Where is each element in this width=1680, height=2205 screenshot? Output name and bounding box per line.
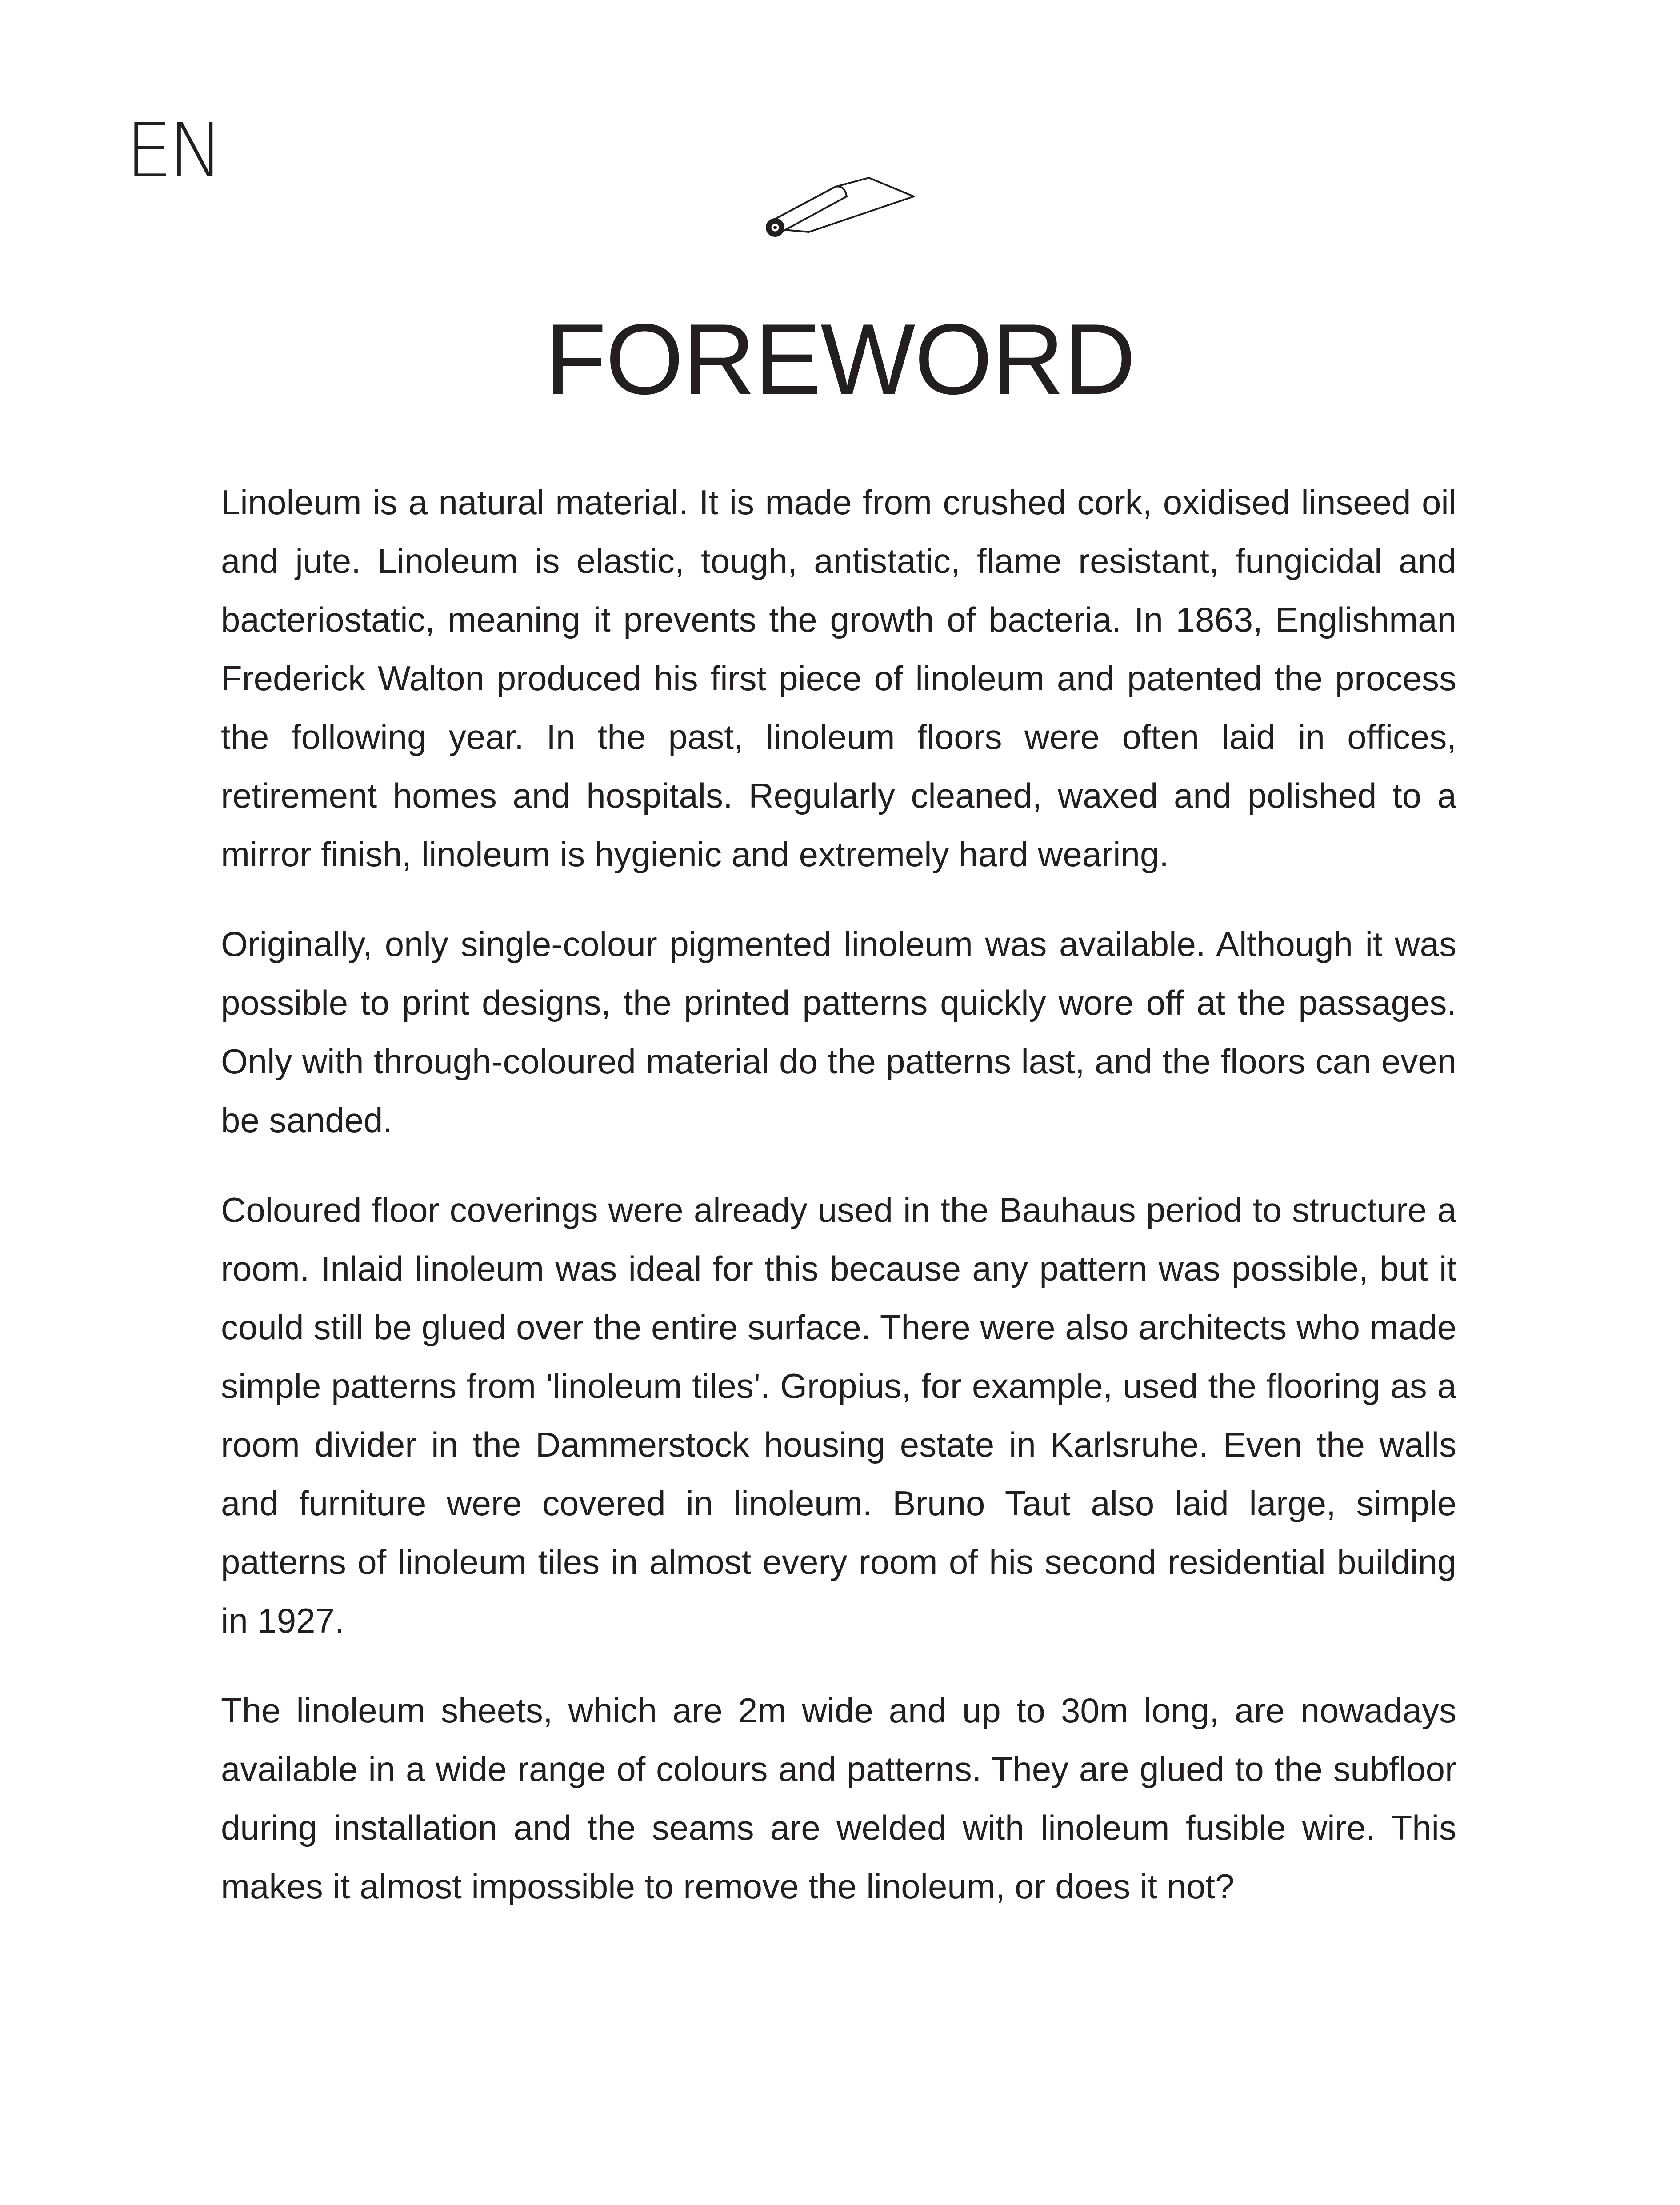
paragraph-4: The linoleum sheets, which are 2m wide and up to 30m long, are nowadays available in a wide range of colours and patterns. They are glued to the subfloor during installation and the seams are welded with linoleum fusible wire. This makes it almost impossible to remove the linoleum, or does it not? [221,1691,1456,1906]
paragraph-1: Linoleum is a natural material. It is made from crushed cork, oxidised linseed oil and jute. Linoleum is elastic, tough, antistatic, flame resistant, fungicidal and bacteriostatic, meaning it prevents the growth of bacteria. In 1863, Englishman Frederick Walton produced his first piece of linoleum and patented the process the following year. In the past, linoleum floors were often laid in offices, retirement homes and hospitals. Regularly cleaned, waxed and polished to a mirror finish, linoleum is hygienic and extremely hard wearing. [221,483,1456,874]
paragraph-2: Originally, only single-colour pigmented linoleum was available. Although it was possible to print designs, the printed patterns quickly wore off at the passages. Only with through-coloured material do the patterns last, and the floors can even be sanded. [221,924,1456,1140]
paragraph-3: Coloured floor coverings were already used in the Bauhaus period to structure a room. Inlaid linoleum was ideal for this because any pattern was possible, but it could still be glued over the entire surface. There were also architects who made simple patterns from 'linoleum tiles'. Gropius, for example, used the flooring as a room divider in the Dammerstock housing estate in Karlsruhe. Even the walls and furniture were covered in linoleum. Bruno Taut also laid large, simple patterns of linoleum tiles in almost every room of his second residential building in 1927. [221,1190,1456,1640]
page-title: FOREWORD [545,303,1135,415]
foreword-body [221,473,1456,1947]
linoleum-roll-icon [756,156,916,244]
language-tag: EN [125,107,220,194]
